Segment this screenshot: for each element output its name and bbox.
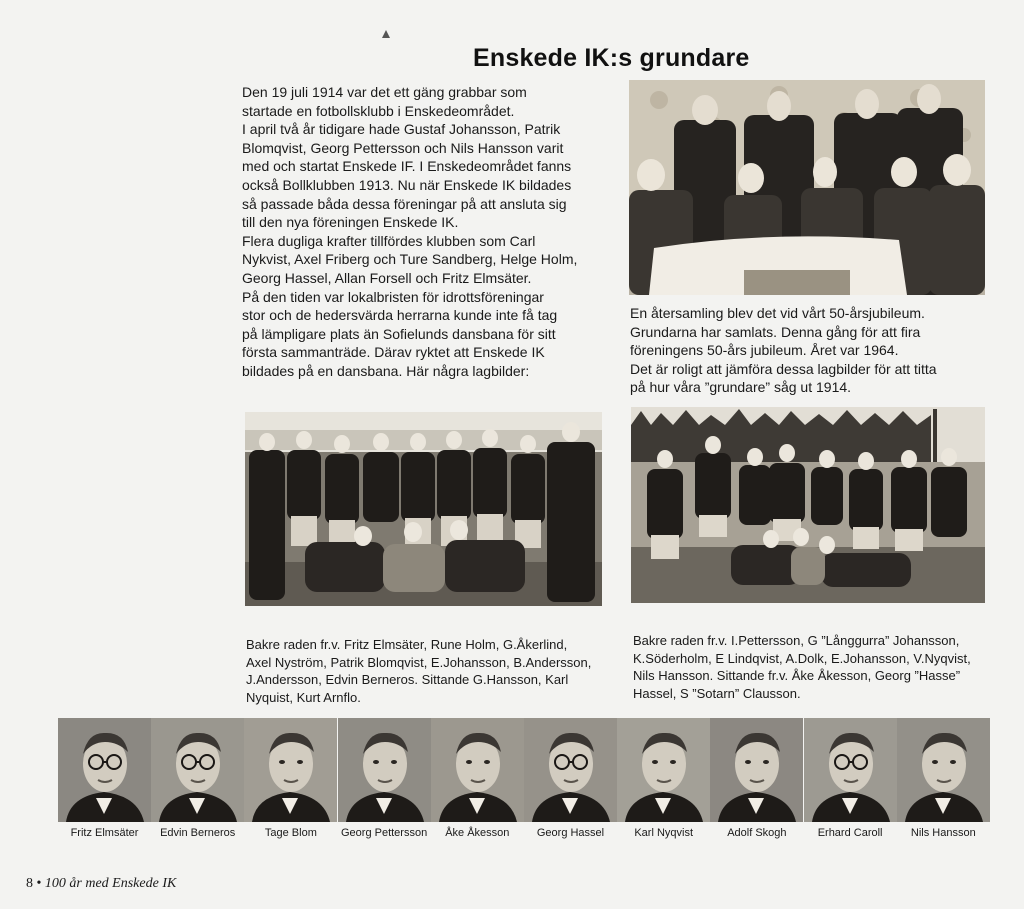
team1-caption-line: Axel Nyström, Patrik Blomqvist, E.Johansson, B.Andersson, xyxy=(246,654,592,670)
print-mark-icon xyxy=(382,30,390,38)
footer-separator: • xyxy=(36,876,42,891)
portrait xyxy=(431,718,524,840)
team2-caption-line: Hassel, S ”Sotarn” Clausson. xyxy=(633,685,801,701)
intro-line: till den nya föreningen Enskede IK. xyxy=(242,214,459,231)
team1-caption-line: Nyquist, Kurt Arnflo. xyxy=(246,689,361,705)
intro-line: också Bollklubben 1913. Nu när Enskede IK bildades xyxy=(242,176,572,193)
portrait xyxy=(710,718,803,840)
portrait-photo xyxy=(897,718,990,822)
portrait xyxy=(524,718,617,840)
intro-line: På den tiden var lokalbristen för idrottsföreningar xyxy=(242,288,544,305)
portrait-photo xyxy=(804,718,897,822)
portrait-photo xyxy=(338,718,431,822)
intro-line: stor och de hedersvärda herrarna kunde inte få tag xyxy=(242,307,558,324)
portrait-name: Edvin Berneros xyxy=(160,827,236,839)
intro-line: bildades på en dansbana. Här några lagbilder: xyxy=(242,362,530,379)
page-number: 8 xyxy=(26,876,33,891)
reunion-caption-line: Det är roligt att jämföra dessa lagbilder för att titta xyxy=(630,360,937,377)
page-title: Enskede IK:s grundare xyxy=(473,44,750,72)
portrait-name: Åke Åkesson xyxy=(445,827,510,839)
portrait xyxy=(151,718,244,840)
portrait-photo xyxy=(617,718,710,822)
portrait xyxy=(897,718,990,840)
portrait-name: Tage Blom xyxy=(264,827,317,839)
reunion-caption-line: Grundarna har samlats. Denna gång för att fira xyxy=(630,323,921,340)
team2-caption-line: Nils Hansson. Sittande fr.v. Åke Åkesson, Georg ”Hasse” xyxy=(633,668,961,683)
reunion-photo xyxy=(629,80,985,295)
portrait-name: Nils Hansson xyxy=(910,827,976,839)
intro-line: Den 19 juli 1914 var det ett gäng grabbar som xyxy=(242,84,527,100)
reunion-caption-line: En återsamling blev det vid vårt 50-årsjubileum. xyxy=(630,305,925,321)
intro-line: första sammanträde. Därav ryktet att Enskede IK xyxy=(242,344,545,361)
portrait-photo xyxy=(431,718,524,822)
portrait-photo xyxy=(244,718,337,822)
book-title: 100 år med Enskede IK xyxy=(44,876,177,891)
portrait-name: Georg Hassel xyxy=(536,827,605,839)
reunion-caption-line: föreningens 50-års jubileum. Året var 1964. xyxy=(630,342,899,359)
reunion-caption xyxy=(630,304,990,397)
portrait-photo xyxy=(710,718,803,822)
intro-line: startade en fotbollsklubb i Enskedeområdet. xyxy=(242,102,515,119)
portrait xyxy=(58,718,151,840)
intro-text xyxy=(242,83,607,381)
portrait-name: Adolf Skogh xyxy=(727,827,787,839)
intro-line: på lämpligare plats än Sofielunds dansbana för sitt xyxy=(242,325,556,342)
intro-line: med och startat Enskede IF. I Enskedeområdet fanns xyxy=(242,158,572,175)
portrait-strip xyxy=(58,718,990,840)
team-photo-1 xyxy=(245,412,602,606)
reunion-caption-line: på hur våra ”grundare” såg ut 1914. xyxy=(630,379,852,396)
team2-caption-line: K.Söderholm, E Lindqvist, A.Dolk, E.Johansson, V.Nyqvist, xyxy=(633,650,971,666)
intro-line: Georg Hassel, Allan Forsell och Fritz Elmsäter. xyxy=(242,269,532,286)
intro-line: I april två år tidigare hade Gustaf Johansson, Patrik xyxy=(242,121,561,138)
team1-caption-line: J.Andersson, Edvin Berneros. Sittande G.Hansson, Karl xyxy=(246,672,569,687)
portrait xyxy=(338,718,431,840)
portrait-name: Karl Nyqvist xyxy=(634,827,694,839)
portrait xyxy=(804,718,897,840)
team2-caption-line: Bakre raden fr.v. I.Pettersson, G ”Långgurra” Johansson, xyxy=(633,633,960,648)
portrait-photo xyxy=(151,718,244,822)
intro-line: så passade båda dessa föreningar på att ansluta sig xyxy=(242,195,567,212)
portrait-photo xyxy=(524,718,617,822)
portrait xyxy=(244,718,337,840)
portrait-photo xyxy=(58,718,151,822)
intro-line: Blomqvist, Georg Pettersson och Nils Hansson varit xyxy=(242,139,564,156)
page-footer xyxy=(26,876,176,892)
intro-line: Nykvist, Axel Friberg och Ture Sandberg, Helge Holm, xyxy=(242,251,578,268)
team-photo-2 xyxy=(631,407,985,603)
portrait-name: Erhard Caroll xyxy=(817,827,883,839)
team1-caption-line: Bakre raden fr.v. Fritz Elmsäter, Rune Holm, G.Åkerlind, xyxy=(246,637,568,652)
portrait-name: Fritz Elmsäter xyxy=(70,827,139,839)
portrait xyxy=(617,718,710,840)
team-photo-2-caption xyxy=(633,632,993,702)
portrait-name: Georg Pettersson xyxy=(340,827,428,839)
team-photo-1-caption xyxy=(246,636,606,706)
intro-line: Flera dugliga krafter tillfördes klubben som Carl xyxy=(242,232,536,249)
